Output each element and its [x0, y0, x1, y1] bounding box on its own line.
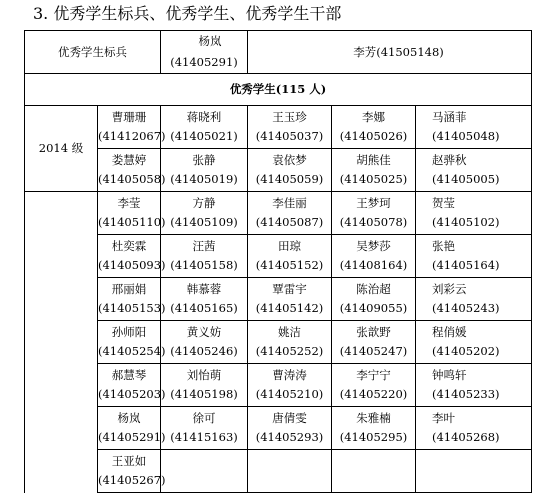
- honor-table: [24, 30, 532, 493]
- student-cell: [332, 106, 416, 149]
- student-cell: [98, 364, 166, 407]
- student-cell: [248, 192, 332, 235]
- student-id: (41412067): [98, 129, 166, 143]
- table-row: [25, 450, 532, 493]
- student-cell: [416, 364, 532, 407]
- section-heading: 3. 优秀学生标兵、优秀学生、优秀学生干部: [33, 4, 342, 23]
- student-name: 张静: [192, 153, 216, 167]
- student-name: 袁依梦: [272, 153, 307, 167]
- student-id: (41405164): [432, 258, 500, 272]
- student-name: 胡熊佳: [356, 153, 391, 167]
- student-cell: [161, 106, 248, 149]
- model-student-row: [25, 31, 532, 74]
- student-name: 李娜: [362, 110, 385, 124]
- student-cell: [332, 235, 416, 278]
- student-cell: [248, 407, 332, 450]
- student-id: (41405110): [98, 215, 166, 229]
- student-cell: [332, 407, 416, 450]
- student-id: (41405158): [170, 258, 238, 272]
- student-name: 马涵菲: [432, 110, 467, 124]
- student-id: (41405152): [255, 258, 324, 272]
- student-cell: [98, 106, 166, 149]
- student-name: 田琼: [278, 239, 301, 253]
- student-id: (41415163): [170, 430, 238, 444]
- table-row: [25, 235, 532, 278]
- student-id: (41405165): [170, 301, 238, 315]
- student-id: (41405243): [432, 301, 500, 315]
- student-id: (41409055): [339, 301, 408, 315]
- student-name: 杨岚: [117, 411, 141, 425]
- student-id: (41405246): [170, 344, 238, 358]
- student-name: 蒋晓利: [186, 110, 222, 124]
- student-id: (41405210): [255, 387, 324, 401]
- student-cell: [161, 149, 248, 192]
- student-name: 唐倩雯: [272, 411, 307, 425]
- student-cell: [161, 321, 248, 364]
- student-cell: [161, 192, 248, 235]
- student-id: (41405293): [255, 430, 324, 444]
- student-cell: [248, 106, 332, 149]
- student-name: 韩慕蓉: [186, 282, 222, 296]
- student-cell: [416, 192, 532, 235]
- student-name: 汪茜: [192, 239, 216, 253]
- student-id: (41405203): [98, 387, 166, 401]
- student-name: 姚洁: [278, 325, 301, 339]
- student-name: 郝慧琴: [111, 368, 147, 382]
- student-name: 贺莹: [432, 196, 455, 210]
- student-cell: [416, 278, 532, 321]
- student-id: (41405019): [170, 172, 238, 186]
- student-name: 吴梦莎: [356, 239, 391, 253]
- student-cell: [332, 364, 416, 407]
- student-name: 王梦珂: [356, 196, 391, 210]
- model-student-label-cell: [25, 31, 161, 74]
- student-cell: [161, 364, 248, 407]
- student-name: 曹珊珊: [111, 110, 147, 124]
- student-cell: [416, 450, 532, 493]
- student-name: 李佳丽: [272, 196, 307, 210]
- student-name: 曹涛涛: [272, 368, 307, 382]
- student-id: (41405093): [98, 258, 166, 272]
- student-id: (41405142): [255, 301, 324, 315]
- model-student-1: 杨岚(41405291): [170, 34, 238, 69]
- student-cell: [416, 235, 532, 278]
- table-row: [25, 192, 532, 235]
- student-cell: [332, 450, 416, 493]
- student-cell: [416, 149, 532, 192]
- student-id: (41405048): [432, 129, 500, 143]
- student-id: (41405025): [339, 172, 408, 186]
- student-cell: [98, 149, 166, 192]
- student-name: 张艳: [432, 239, 455, 253]
- excellent-body: [25, 106, 532, 493]
- student-cell: [416, 106, 532, 149]
- student-id: (41405078): [339, 215, 408, 229]
- table-row: [25, 407, 532, 450]
- student-cell: [98, 192, 166, 235]
- student-id: (41405021): [170, 129, 238, 143]
- student-cell: [161, 450, 248, 493]
- student-id: (41405291): [98, 430, 166, 444]
- table-row: [25, 149, 532, 192]
- model-student-cell-1: [161, 31, 248, 74]
- model-student-label: 优秀学生标兵: [58, 44, 127, 59]
- table-row: [25, 106, 532, 149]
- student-name: 杜奕霖: [111, 239, 147, 253]
- student-name: 赵骅秋: [432, 153, 467, 167]
- student-name: 李宁宁: [356, 368, 391, 382]
- student-name: 李叶: [432, 411, 455, 425]
- student-id: (41408164): [339, 258, 408, 272]
- student-id: (41405005): [432, 172, 500, 186]
- student-name: 刘彩云: [432, 282, 467, 296]
- student-cell: [161, 278, 248, 321]
- excellent-title-cell: [25, 74, 532, 106]
- student-name: 刘怡萌: [186, 368, 222, 382]
- excellent-title: 优秀学生(115 人): [229, 82, 327, 96]
- student-name: 孙师阳: [111, 325, 147, 339]
- student-id: (41405268): [432, 430, 500, 444]
- student-id: (41405198): [170, 387, 238, 401]
- student-id: (41405087): [255, 215, 324, 229]
- student-cell: [98, 450, 166, 493]
- student-id: (41405252): [255, 344, 324, 358]
- student-id: (41405254): [98, 344, 166, 358]
- student-cell: [98, 235, 166, 278]
- student-cell: [248, 149, 332, 192]
- student-id: (41405202): [432, 344, 500, 358]
- student-cell: [332, 321, 416, 364]
- student-name: 张歆野: [356, 325, 391, 339]
- grade-cell-blank: [25, 192, 98, 493]
- student-name: 徐可: [192, 411, 216, 425]
- model-student-2: 李芳(41505148): [353, 44, 444, 59]
- student-cell: [98, 278, 166, 321]
- student-id: (41405220): [339, 387, 408, 401]
- student-name: 黄义妨: [186, 325, 222, 339]
- student-name: 钟鸣轩: [432, 368, 467, 382]
- student-id: (41405109): [170, 215, 238, 229]
- grade-label: 2014 级: [38, 141, 84, 155]
- student-cell: [248, 278, 332, 321]
- table-row: [25, 321, 532, 364]
- model-student-cell-2: [248, 31, 532, 74]
- student-cell: [248, 364, 332, 407]
- student-name: 李莹: [117, 196, 141, 210]
- student-id: (41405267): [98, 473, 166, 487]
- student-name: 娄慧婷: [111, 153, 147, 167]
- student-id: (41405247): [339, 344, 408, 358]
- student-name: 邢丽娟: [111, 282, 147, 296]
- table-row: [25, 278, 532, 321]
- student-id: (41405102): [432, 215, 500, 229]
- student-cell: [161, 407, 248, 450]
- student-id: (41405059): [255, 172, 324, 186]
- student-name: 程俏媛: [432, 325, 467, 339]
- student-cell: [416, 407, 532, 450]
- student-cell: [161, 235, 248, 278]
- student-id: (41405233): [432, 387, 500, 401]
- table-row: [25, 364, 532, 407]
- student-cell: [416, 321, 532, 364]
- student-cell: [98, 407, 166, 450]
- student-cell: [98, 321, 166, 364]
- student-cell: [332, 278, 416, 321]
- student-id: (41405058): [98, 172, 166, 186]
- student-cell: [332, 149, 416, 192]
- student-name: 陈治超: [356, 282, 391, 296]
- student-id: (41405153): [98, 301, 166, 315]
- student-name: 朱雅楠: [356, 411, 391, 425]
- student-cell: [248, 235, 332, 278]
- grade-cell: [25, 106, 98, 192]
- student-id: (41405037): [255, 129, 324, 143]
- student-id: (41405295): [339, 430, 408, 444]
- student-name: 方静: [192, 196, 216, 210]
- student-cell: [248, 450, 332, 493]
- student-cell: [332, 192, 416, 235]
- student-id: (41405026): [339, 129, 408, 143]
- student-name: 王玉珍: [272, 110, 307, 124]
- student-name: 王亚如: [111, 454, 147, 468]
- student-name: 覃雷宇: [272, 282, 307, 296]
- student-cell: [248, 321, 332, 364]
- excellent-title-row: [25, 74, 532, 106]
